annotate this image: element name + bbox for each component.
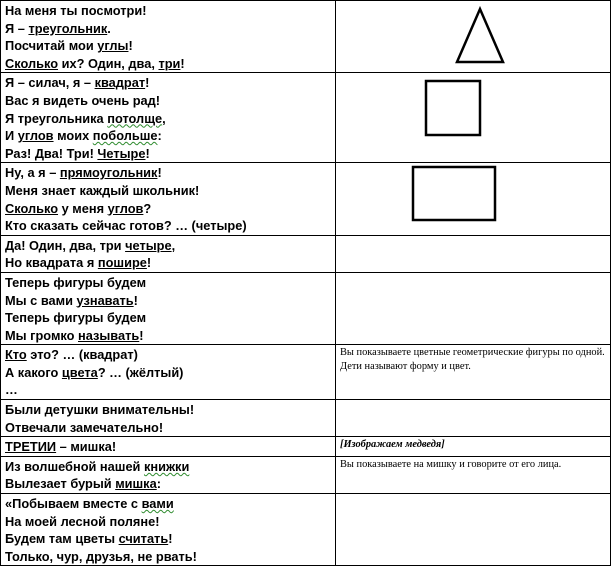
empty-cell: [336, 494, 611, 566]
verse-cell: [1, 494, 336, 566]
verse-text: Раз! Два! Три!: [5, 145, 98, 161]
verse-line: [5, 55, 331, 73]
verse-text: :: [157, 128, 162, 144]
verse-text: моих: [53, 128, 93, 144]
verse-line: [5, 401, 331, 419]
verse-line: [5, 458, 331, 476]
verse-line: [5, 346, 331, 364]
verse-line: [5, 419, 331, 437]
verse-line: [5, 2, 331, 20]
verse-line: [5, 145, 331, 163]
marked-word: книжки: [143, 458, 190, 474]
table-row: [1, 494, 611, 566]
rectangle-icon: [340, 164, 606, 232]
marked-word: узнавать: [76, 292, 134, 308]
verse-text: Только, чур, друзья, не рвать!: [5, 548, 197, 564]
table-row: [1, 400, 611, 437]
marked-word: считать: [118, 531, 169, 547]
verse-text: «Побываем вместе с: [5, 496, 142, 512]
verse-text: А какого: [5, 364, 62, 380]
verse-line: [5, 274, 331, 292]
verse-text: ,: [171, 237, 176, 253]
verse-text: их? Один, два,: [58, 55, 159, 71]
verse-cell: [1, 235, 336, 272]
marked-word: пошире: [97, 255, 147, 271]
marked-word: углы: [97, 38, 129, 54]
marked-word: цвета: [61, 364, 98, 380]
marked-word: ТРЕТИИ: [5, 439, 57, 455]
marked-word: называть: [78, 327, 140, 343]
marked-word: потолще: [107, 110, 163, 126]
table-row: [1, 163, 611, 235]
figure-cell: [336, 1, 611, 73]
verse-text: Мы громко: [5, 327, 79, 343]
stage-direction: [336, 437, 611, 457]
verse-cell: [1, 272, 336, 344]
verse-text: Меня знает каждый школьник!: [5, 182, 200, 198]
verse-text: Мы с вами: [5, 292, 77, 308]
verse-line: [5, 381, 331, 399]
empty-cell: [336, 272, 611, 344]
verse-line: [5, 92, 331, 110]
verse-text: Да! Один, два, три: [5, 237, 126, 253]
empty-cell: [336, 400, 611, 437]
verse-text: Я –: [5, 20, 29, 36]
verse-text: Я – силач, я –: [5, 75, 95, 91]
verse-text: !: [133, 292, 138, 308]
verse-text: Ну, а я –: [5, 165, 60, 181]
verse-line: [5, 20, 331, 38]
verse-text: .: [107, 20, 111, 36]
table-row: [1, 437, 611, 457]
verse-text: ,: [162, 110, 166, 126]
verse-text: ?: [143, 200, 152, 216]
marked-word: мишка: [115, 476, 157, 492]
empty-cell: [336, 235, 611, 272]
verse-text: ? … (жёлтый): [97, 364, 184, 380]
verse-cell: [1, 456, 336, 493]
marked-word: Четыре: [97, 145, 146, 161]
triangle-icon: [340, 2, 606, 70]
verse-text: Я треугольника: [5, 110, 108, 126]
verse-text: …: [5, 382, 18, 398]
verse-line: [5, 110, 331, 128]
verse-text: у меня: [58, 200, 108, 216]
verse-line: [5, 548, 331, 566]
verse-cell: [1, 400, 336, 437]
verse-text: !: [157, 165, 162, 181]
verse-text: Вас я видеть очень рад!: [5, 92, 161, 108]
verse-line: [5, 364, 331, 382]
verse-line: [5, 530, 331, 548]
table-row: [1, 1, 611, 73]
verse-text: Вылезает бурый: [5, 476, 116, 492]
verse-text: Из волшебной нашей: [5, 458, 144, 474]
marked-word: побольше: [92, 128, 158, 144]
verse-line: [5, 237, 331, 255]
marked-word: три: [158, 55, 181, 71]
verse-cell: [1, 73, 336, 163]
verse-line: [5, 495, 331, 513]
table-row: [1, 272, 611, 344]
marked-word: треугольник: [28, 20, 108, 36]
stage-direction-text: [Изображаем медведя]: [340, 439, 445, 451]
verse-cell: [1, 163, 336, 235]
verse-text: !: [128, 38, 133, 54]
verse-text: Но квадрата я: [5, 255, 98, 271]
table-row: [1, 235, 611, 272]
verse-line: [5, 37, 331, 55]
marked-word: углов: [17, 128, 54, 144]
verse-text: Были детушки внимательны!: [5, 402, 195, 418]
verse-line: [5, 309, 331, 327]
verse-text: На меня ты посмотри!: [5, 3, 147, 18]
verse-line: [5, 438, 331, 456]
square-icon: [340, 74, 606, 160]
verse-line: [5, 182, 331, 200]
marked-word: квадрат: [94, 75, 146, 91]
verse-cell: [1, 345, 336, 400]
marked-word: углов: [107, 200, 144, 216]
verse-cell: [1, 1, 336, 73]
verse-line: [5, 327, 331, 345]
marked-word: четыре: [125, 237, 172, 253]
verse-line: [5, 513, 331, 531]
verse-line: [5, 292, 331, 310]
marked-word: Сколько: [5, 200, 59, 216]
verse-text: !: [146, 255, 152, 271]
verse-text: это? … (квадрат): [26, 347, 138, 363]
verse-text: На моей лесной поляне!: [5, 513, 160, 529]
table-row: [1, 73, 611, 163]
instruction-note: Вы показываете цветные геометрические фигуры по одной. Дети называют форму и цвет.: [336, 345, 611, 400]
verse-text: !: [168, 531, 173, 547]
verse-line: [5, 200, 331, 218]
verse-text: !: [145, 75, 150, 91]
verse-line: [5, 475, 331, 493]
instruction-note: Вы показываете на мишку и говорите от его лица.: [336, 456, 611, 493]
verse-text: Будем там цветы: [5, 531, 119, 547]
verse-text: Кто сказать сейчас готов? … (четыре): [5, 218, 247, 234]
verse-line: [5, 164, 331, 182]
marked-word: Сколько: [5, 55, 59, 71]
figure-cell: [336, 73, 611, 163]
marked-word: прямоугольник: [59, 165, 158, 181]
verse-text: :: [156, 476, 161, 492]
verse-text: И: [5, 128, 18, 144]
verse-text: Посчитай мои: [5, 38, 98, 54]
verse-text: !: [139, 327, 144, 343]
verse-line: [5, 127, 331, 145]
verse-text: Теперь фигуры будем: [5, 310, 147, 326]
verse-text: Отвечали замечательно!: [5, 419, 164, 435]
verse-text: – мишка!: [56, 439, 117, 455]
verse-cell: [1, 437, 336, 457]
verse-line: [5, 217, 331, 235]
table-row: [1, 456, 611, 493]
marked-word: Кто: [5, 347, 27, 363]
figure-cell: [336, 163, 611, 235]
verse-text: !: [145, 145, 150, 161]
marked-word: вами: [141, 496, 174, 512]
verse-text: Теперь фигуры будем: [5, 274, 147, 290]
verse-line: [5, 254, 331, 272]
verse-text: !: [180, 55, 185, 71]
verse-line: [5, 74, 331, 92]
table-row: [1, 345, 611, 400]
